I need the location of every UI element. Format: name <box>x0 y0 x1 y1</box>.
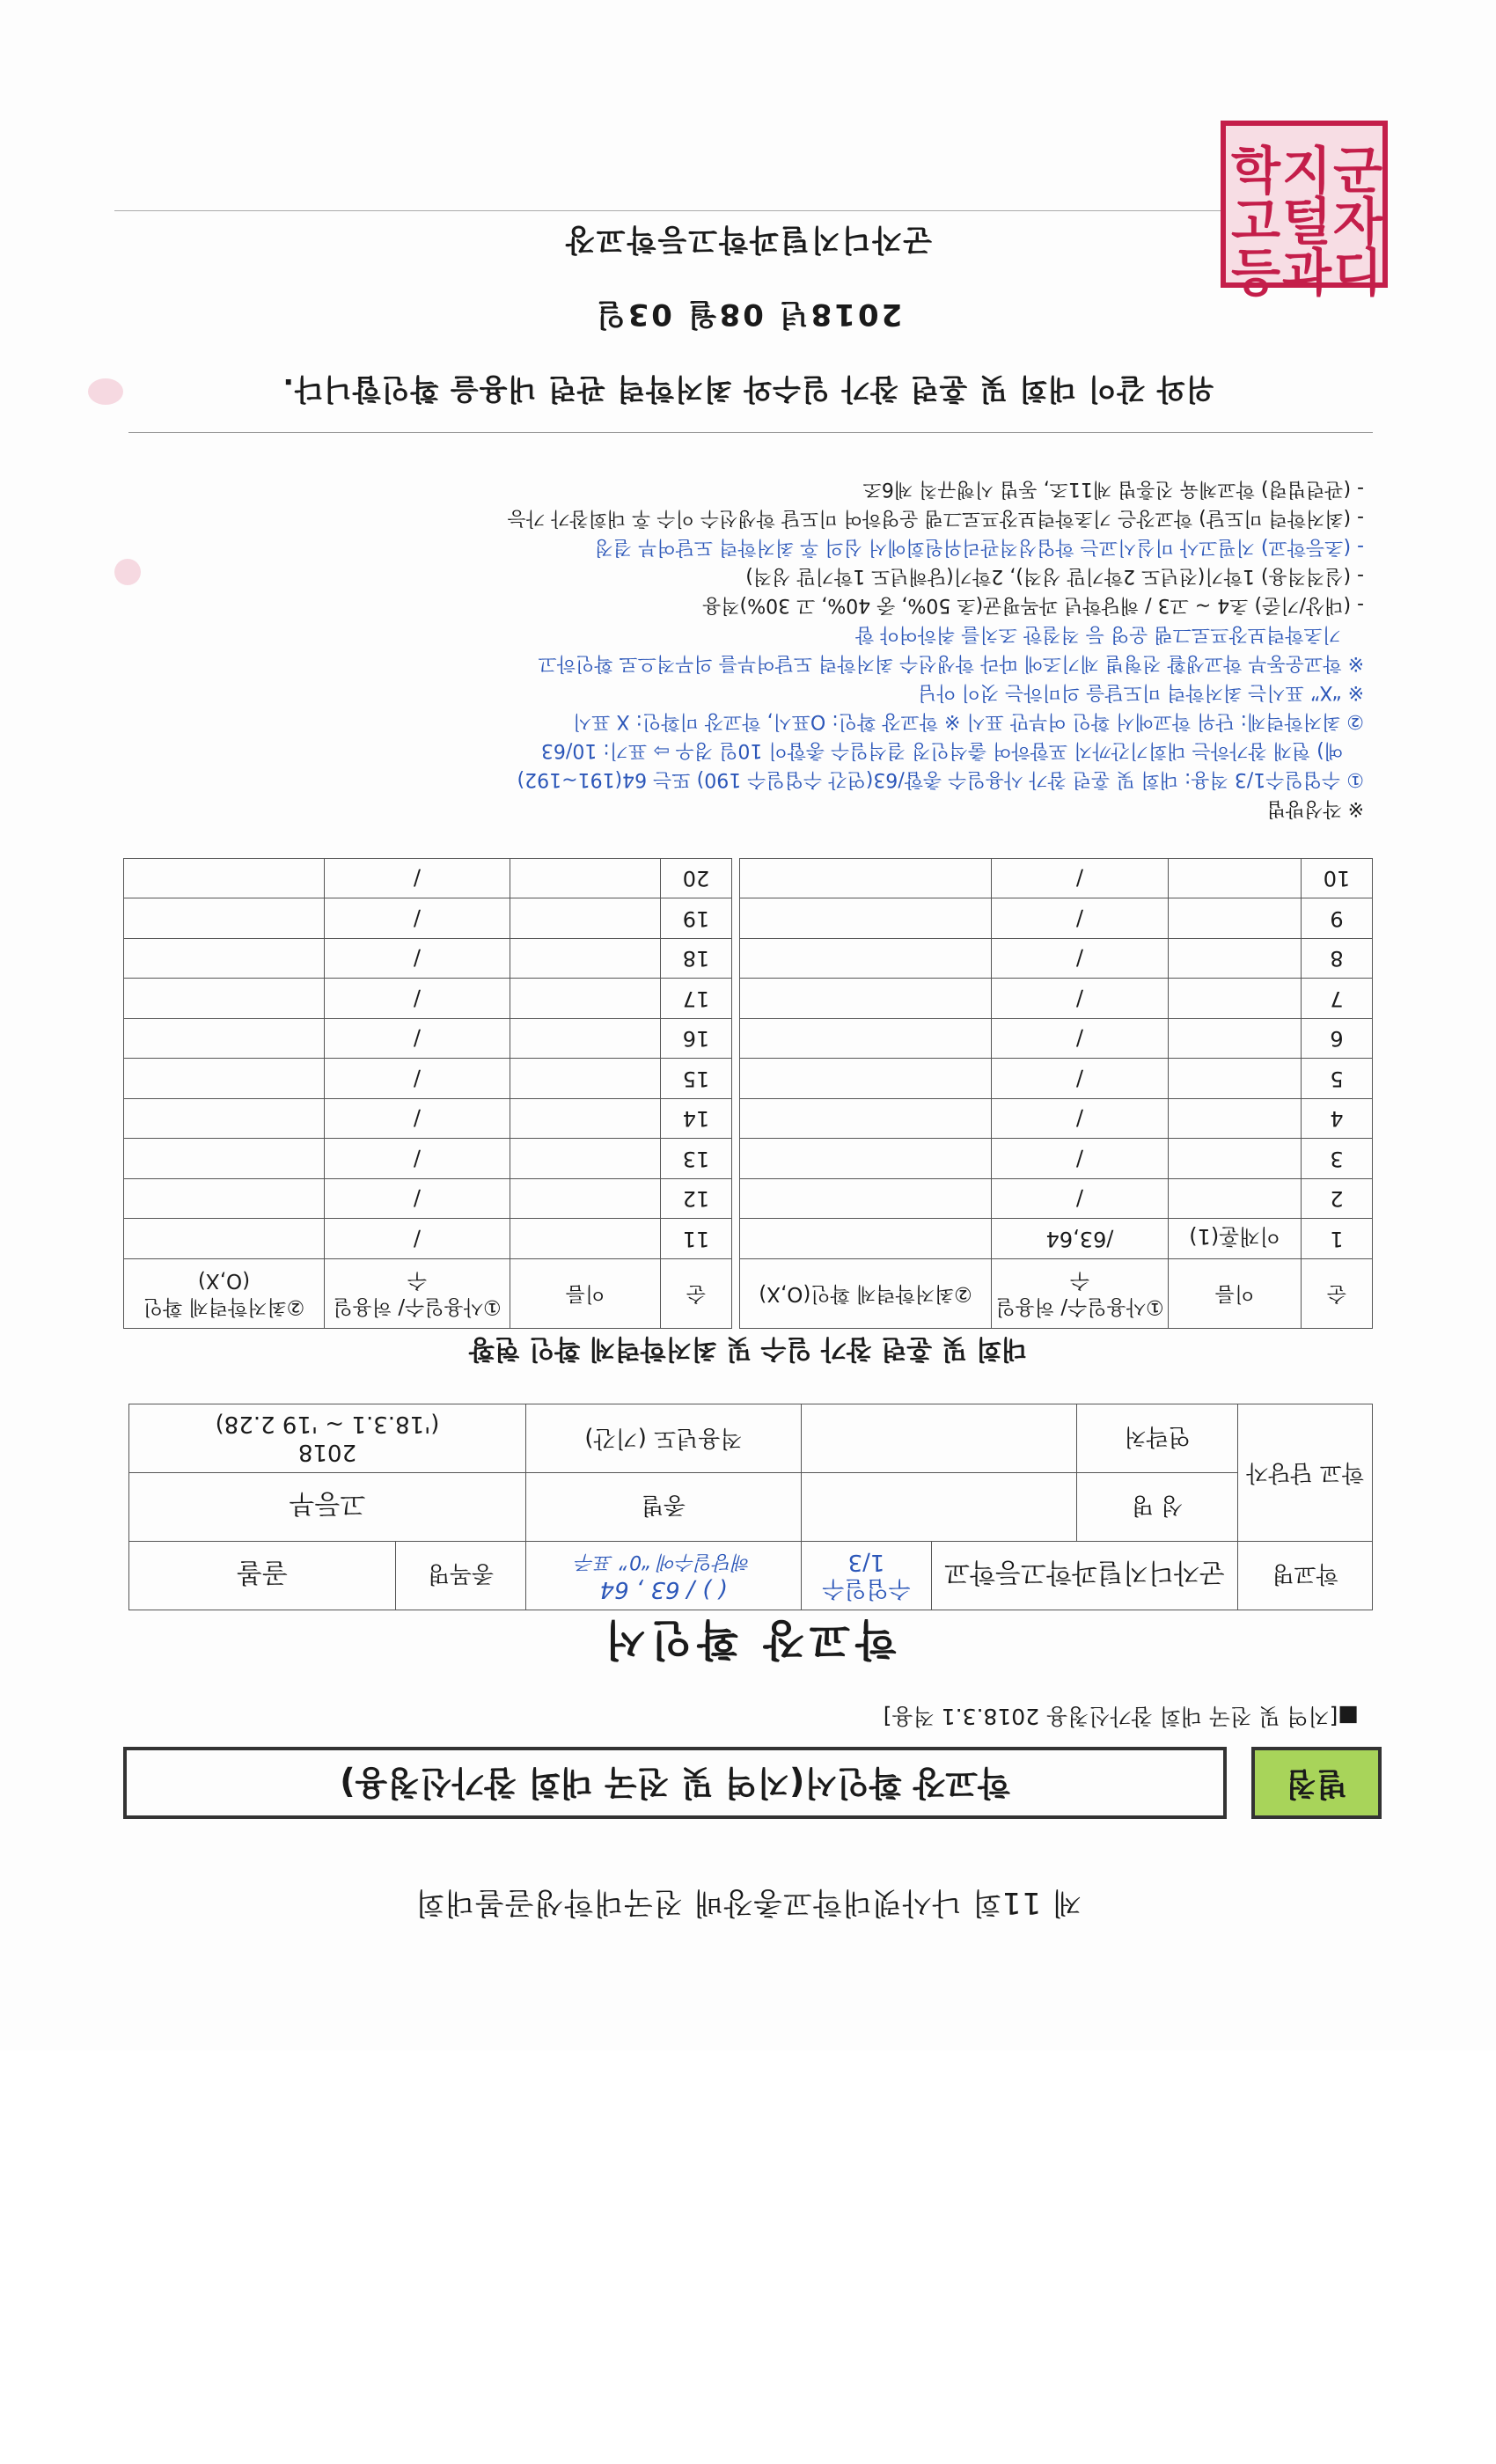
row-check[interactable] <box>740 1179 992 1220</box>
row-name[interactable] <box>1169 898 1302 939</box>
row-name[interactable] <box>1169 1059 1302 1099</box>
row-name[interactable] <box>510 939 661 979</box>
row-number: 3 <box>1302 1139 1373 1179</box>
year-label: 적용년도 (기간) <box>526 1404 802 1473</box>
row-check[interactable] <box>740 1019 992 1060</box>
row-check[interactable] <box>740 1099 992 1140</box>
table-row <box>124 1099 732 1140</box>
attend-label-cell <box>802 1542 932 1610</box>
manager-contact-value[interactable] <box>802 1404 1077 1473</box>
row-days[interactable]: / <box>992 1099 1169 1140</box>
col-check: ②최저학력제 확인(O,X) <box>124 1259 325 1329</box>
notes-block <box>114 474 1364 823</box>
table-row <box>740 1179 1373 1220</box>
year-value: 2018 <box>297 1439 357 1466</box>
table-row <box>124 859 732 899</box>
row-name[interactable] <box>510 859 661 899</box>
note-2: ② 최저학력제: 단위 학교에서 확인 여부만 표시 ※ 학교장 확인: O표시, 학교장 미확인: X 표시 <box>573 710 1364 732</box>
note-4a: ※ 학교운동부 학교생활 전형별 제기조에 따라 학생선수 최저학력 도달여부를 의무적으로 확인하고 <box>538 652 1364 674</box>
attend-label: 수업일수 <box>822 1575 911 1602</box>
seal-char: 학 <box>1231 141 1281 201</box>
row-check[interactable] <box>740 979 992 1019</box>
table-row <box>740 979 1373 1019</box>
row-days[interactable]: / <box>325 979 510 1019</box>
sport-label: 종목명 <box>396 1542 526 1610</box>
row-number: 4 <box>1302 1099 1373 1140</box>
row-name[interactable] <box>510 1139 661 1179</box>
attend-value-cell <box>526 1542 802 1610</box>
row-name[interactable] <box>1169 979 1302 1019</box>
note-5: - (대상/기준) 초4 ~ 고3 / 해당학년 과목평균(초 50%, 중 40%, 고 30%)적용 <box>702 594 1364 616</box>
row-check[interactable] <box>740 898 992 939</box>
table-row <box>124 1219 732 1259</box>
attend-note: 해당일수에 “0” 표주 <box>576 1551 752 1573</box>
row-days[interactable]: / <box>325 1179 510 1220</box>
col-days: ①사용일수/ 허용일수 <box>992 1259 1169 1329</box>
row-days[interactable]: / <box>992 939 1169 979</box>
col-name: 이름 <box>510 1259 661 1329</box>
row-check[interactable] <box>124 859 325 899</box>
row-name[interactable] <box>1169 1179 1302 1220</box>
confirm-date: 2018년 08월 03일 <box>593 297 903 332</box>
blank-area <box>0 2050 1496 2464</box>
row-number: 6 <box>1302 1019 1373 1060</box>
note-7: - (초등학교) 지필고사 미실시교는 학업성적관리위원회에서 심의 후 최저학력 도달여부 결정 <box>594 536 1364 558</box>
school-name-label: 학교명 <box>1238 1542 1373 1610</box>
table-row <box>740 1139 1373 1179</box>
attachment-badge-label: 별첨 <box>1286 1765 1347 1801</box>
row-check[interactable] <box>740 859 992 899</box>
note-6: - (실적적용) 1학기(전년도 2학기말 성적), 2학기(당해년도 1학기말 성적) <box>745 565 1364 587</box>
col-no: 순 <box>1302 1259 1373 1329</box>
manager-name-value[interactable] <box>802 1473 1077 1542</box>
row-check[interactable] <box>124 898 325 939</box>
table-row <box>740 1059 1373 1099</box>
participant-table-left <box>739 858 1373 1329</box>
year-value-cell <box>129 1404 526 1473</box>
row-number: 20 <box>661 859 732 899</box>
row-name[interactable] <box>510 898 661 939</box>
row-number: 1 <box>1302 1219 1373 1259</box>
row-number: 16 <box>661 1019 732 1060</box>
row-check[interactable] <box>124 1219 325 1259</box>
table-row <box>124 1019 732 1060</box>
row-name[interactable] <box>510 1179 661 1220</box>
row-days[interactable]: / <box>992 1019 1169 1060</box>
row-name[interactable] <box>510 979 661 1019</box>
note-4b: 기초학력보장프로그램 운영 등 적절한 조치를 취하여야 함 <box>854 623 1341 645</box>
row-number: 19 <box>661 898 732 939</box>
row-name[interactable] <box>1169 1099 1302 1140</box>
note-8: - (최저학력 미도달) 학교장은 기초학력보장프로그램 운영하여 미도달 학생선수 이수 후 대회참가 가능 <box>507 507 1364 529</box>
table-row <box>740 1219 1373 1259</box>
note-1b: 예) 현재 참가하는 대회기간까지 포함하여 출석인정 결석일수 총합이 10일 경우 ⇨ 표기: 10/63 <box>540 739 1343 761</box>
period-value: ('18.3.1 ~ '19 2.28) <box>215 1411 440 1438</box>
row-number: 13 <box>661 1139 732 1179</box>
table-title: 대회 및 훈련 참가 일수 및 최저학력제 확인 현황 <box>468 1333 1028 1364</box>
row-check[interactable] <box>124 1099 325 1140</box>
col-no: 순 <box>661 1259 732 1329</box>
official-seal-stamp <box>1221 121 1388 303</box>
participant-table-right <box>123 858 732 1329</box>
seal-char: 털 <box>1282 192 1332 252</box>
seal-char: 과 <box>1282 243 1332 303</box>
row-days[interactable]: / <box>325 1219 510 1259</box>
row-name[interactable] <box>1169 939 1302 979</box>
row-check[interactable] <box>124 1019 325 1060</box>
notes-heading: ※ 작성방법 <box>1266 797 1364 819</box>
table-row <box>740 1099 1373 1140</box>
row-days[interactable]: / <box>992 1179 1169 1220</box>
attachment-badge <box>1251 1747 1382 1819</box>
table-row <box>740 898 1373 939</box>
row-days[interactable]: / <box>325 1059 510 1099</box>
event-title: 제 11회 나사렛대학교총장배 전국대학생골볼대회 <box>414 1885 1082 1920</box>
row-days[interactable]: / <box>325 859 510 899</box>
row-number: 10 <box>1302 859 1373 899</box>
row-check[interactable] <box>124 1059 325 1099</box>
note-1a: ① 수업일수1/3 적용: 대회 및 훈련 참가 사용일수 총합/63(연간 수업일수 190) 또는 64(191~192) <box>517 768 1364 790</box>
row-days[interactable]: / <box>992 979 1169 1019</box>
table-row <box>124 939 732 979</box>
row-days[interactable]: / <box>325 939 510 979</box>
table-row <box>740 859 1373 899</box>
form-title: 학교장 확인서(지역 및 전국 대회 참가신청용) <box>340 1764 1010 1802</box>
school-name-value: 군자디지털과학고등학교 <box>932 1542 1238 1610</box>
row-days[interactable]: / <box>992 1139 1169 1179</box>
row-number: 2 <box>1302 1179 1373 1220</box>
row-number: 8 <box>1302 939 1373 979</box>
ink-smudge <box>88 378 123 405</box>
row-number: 11 <box>661 1219 732 1259</box>
seal-char: 지 <box>1282 141 1332 201</box>
row-name[interactable] <box>510 1059 661 1099</box>
seal-char: 디 <box>1333 243 1383 303</box>
row-days[interactable]: / <box>325 1019 510 1060</box>
document-title: 학교장 확인서 <box>599 1615 897 1664</box>
row-days[interactable]: / <box>992 898 1169 939</box>
seal-char: 자 <box>1333 192 1383 252</box>
row-number: 5 <box>1302 1059 1373 1099</box>
category-label: 종별 <box>526 1473 802 1542</box>
row-number: 12 <box>661 1179 732 1220</box>
row-number: 18 <box>661 939 732 979</box>
row-name[interactable] <box>510 1099 661 1140</box>
row-days[interactable]: / <box>992 1059 1169 1099</box>
row-name[interactable] <box>1169 1139 1302 1179</box>
col-check: ②최저학력제 확인(O,X) <box>740 1259 992 1329</box>
contact-label: 연락처 <box>1077 1404 1238 1473</box>
table-row <box>124 979 732 1019</box>
row-number: 14 <box>661 1099 732 1140</box>
form-title-box <box>123 1747 1227 1819</box>
name-label: 성 명 <box>1077 1473 1238 1542</box>
seal-char: 군 <box>1333 141 1383 201</box>
row-days[interactable]: /63,64 <box>992 1219 1169 1259</box>
row-check[interactable] <box>124 939 325 979</box>
note-9: - (관련법령) 학교체육 진흥법 제11조, 동법 시행규칙 제6조 <box>862 478 1364 500</box>
table-row <box>124 1059 732 1099</box>
row-name[interactable] <box>510 1019 661 1060</box>
row-check[interactable] <box>740 1059 992 1099</box>
seal-char: 고 <box>1231 192 1281 252</box>
category-value: 고등부 <box>129 1473 526 1542</box>
attend-ratio: 1/3 <box>847 1549 885 1576</box>
table-row <box>124 1179 732 1220</box>
row-number: 15 <box>661 1059 732 1099</box>
row-check[interactable] <box>740 939 992 979</box>
sport-value: 골볼 <box>129 1542 396 1610</box>
row-days[interactable]: / <box>325 1139 510 1179</box>
ink-smudge <box>114 559 141 585</box>
confirm-signer: 군자디지털과학고등학교장 <box>563 222 933 257</box>
row-name[interactable] <box>1169 1019 1302 1060</box>
row-name[interactable] <box>1169 859 1302 899</box>
table-row <box>740 1019 1373 1060</box>
row-number: 7 <box>1302 979 1373 1019</box>
row-check[interactable] <box>124 1179 325 1220</box>
manager-label: 학교 담당자 <box>1238 1404 1373 1542</box>
row-check[interactable] <box>740 1139 992 1179</box>
note-3: ※ “X” 표시는 최저학력 미도달을 의미하는 것이 아님 <box>918 681 1364 703</box>
row-name[interactable] <box>510 1219 661 1259</box>
school-info-table <box>128 1404 1373 1610</box>
row-number: 9 <box>1302 898 1373 939</box>
table-row <box>740 939 1373 979</box>
attend-value: ( ) / 63 , 64 <box>599 1576 728 1603</box>
row-name[interactable]: 이재훈(1) <box>1169 1219 1302 1259</box>
table-row <box>124 1139 732 1179</box>
bottom-rule <box>114 210 1382 211</box>
row-check[interactable] <box>740 1219 992 1259</box>
row-check[interactable] <box>124 979 325 1019</box>
row-days[interactable]: / <box>325 1099 510 1140</box>
row-days[interactable]: / <box>992 859 1169 899</box>
table-row <box>124 898 732 939</box>
row-number: 17 <box>661 979 732 1019</box>
col-name: 이름 <box>1169 1259 1302 1329</box>
seal-char: 등 <box>1231 243 1281 303</box>
col-days: ①사용일수/ 허용일수 <box>325 1259 510 1329</box>
row-days[interactable]: / <box>325 898 510 939</box>
row-check[interactable] <box>124 1139 325 1179</box>
applies-note: ■[지역 및 전국 대회 참가신청용 2018.3.1 적용] <box>883 1704 1359 1729</box>
confirm-statement: 위와 같이 대회 및 훈련 참가 일수와 최저학력 관련 내용을 확인합니다. <box>282 372 1214 407</box>
notes-divider <box>128 432 1373 433</box>
